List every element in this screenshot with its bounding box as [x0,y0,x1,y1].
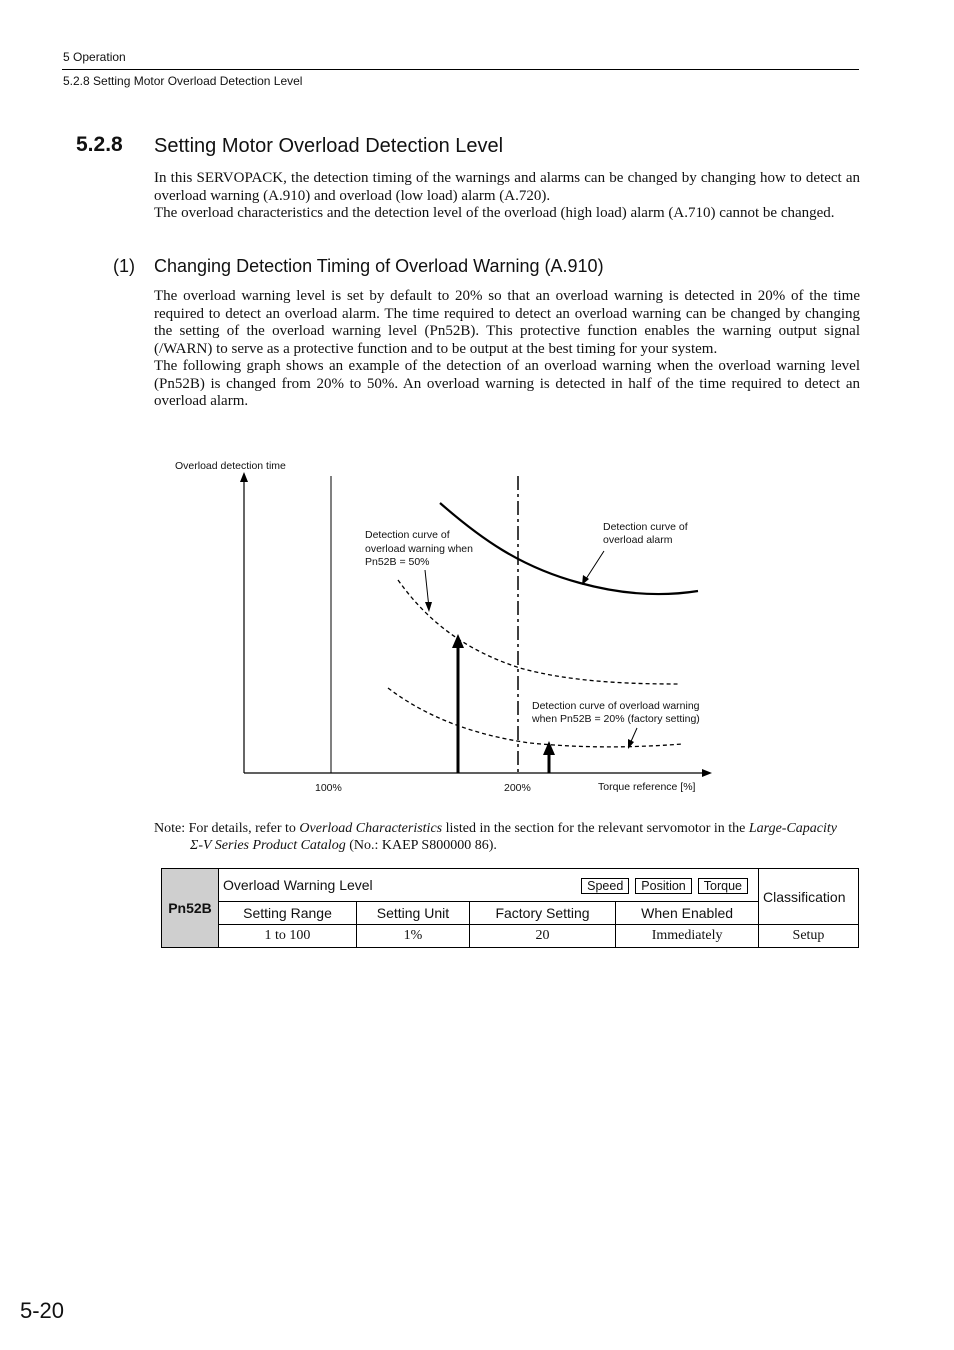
tag-position: Position [635,878,691,894]
leader-20-head-icon [628,739,634,749]
parameter-table [161,868,859,948]
detection-arrow-20-head-icon [543,741,555,755]
label-50-line3: Pn52B = 50% [365,556,430,568]
section-number: 5.2.8 [76,133,123,156]
note [154,820,860,854]
tag-speed: Speed [581,878,629,894]
mode-tags [575,877,748,894]
parameter-name: Overload Warning Level [223,877,373,893]
parameter-number: Pn52B [162,869,219,948]
warning-curve-50 [398,580,678,684]
note-ref-title: Overload Characteristics [299,821,443,836]
y-axis-arrow-icon [240,472,248,482]
label-alarm-line2: overload alarm [603,534,673,546]
tag-torque: Torque [698,878,748,894]
body-paragraph: The overload warning level is set by default to 20% so that an overload warning is detected in 20% of the time required to detect an overload alarm. The time required to detect an overload warning can be changed by changing the setting of the overload warning level (Pn52B). This protective function enables the warning output signal (/WARN) to serve as a protective function and to be output at the best timing for your system. The following graph shows an example of the detection of an overload warning when the overload warning level (Pn52B) is changed from 20% to 50%. An overload warning is detected in half of the time required to detect an overload alarm. [154,288,860,409]
note-catalog-a: Large-Capacity [748,821,838,836]
note-prefix: Note: For details, refer to [154,821,300,836]
tick-200: 200% [504,782,531,794]
x-axis-arrow-icon [702,769,712,777]
x-axis-label: Torque reference [%] [598,781,696,793]
subsection-title: Changing Detection Timing of Overload Warning (A.910) [154,256,604,276]
value-when-enabled: Immediately [616,925,759,948]
header-rule [62,69,859,70]
value-setting-unit: 1% [357,925,470,948]
parameter-name-cell [219,869,759,902]
label-20-line2: when Pn52B = 20% (factory setting) [532,713,700,725]
header-setting-unit: Setting Unit [357,902,470,925]
running-header-chapter: 5 Operation [63,50,126,64]
section-title: Setting Motor Overload Detection Level [154,135,504,157]
y-axis-label: Overload detection time [175,460,286,472]
header-factory-setting: Factory Setting [469,902,615,925]
value-factory-setting: 20 [469,925,615,948]
header-when-enabled: When Enabled [616,902,759,925]
label-20-line1: Detection curve of overload warning [532,700,700,712]
label-50-line2: overload warning when [365,543,473,555]
intro-paragraph: In this SERVOPACK, the detection timing of the warnings and alarms can be changed by changing how to detect an overload warning (A.910) and overload (low load) alarm (A.720). The overload characteristics and the detection level of the overload (high load) alarm (A.710) cannot be changed. [154,170,860,221]
overload-alarm-curve [440,503,698,594]
running-header-section: 5.2.8 Setting Motor Overload Detection Level [63,74,303,88]
page-number: 5-20 [20,1298,65,1323]
leader-alarm [584,551,604,582]
label-alarm-line1: Detection curve of [603,521,688,533]
value-classification: Setup [759,925,859,948]
classification-header: Classification [759,869,859,925]
leader-50-head-icon [425,602,432,612]
subsection-number: (1) [113,256,135,276]
note-suffix: (No.: KAEP S800000 86). [345,838,497,853]
note-catalog-b: Σ-V Series Product Catalog [190,838,346,853]
value-setting-range: 1 to 100 [219,925,357,948]
header-setting-range: Setting Range [219,902,357,925]
note-middle: listed in the section for the relevant servomotor in the [442,821,749,836]
tick-100: 100% [315,782,342,794]
overload-detection-diagram [0,430,954,810]
label-50-line1: Detection curve of [365,529,450,541]
